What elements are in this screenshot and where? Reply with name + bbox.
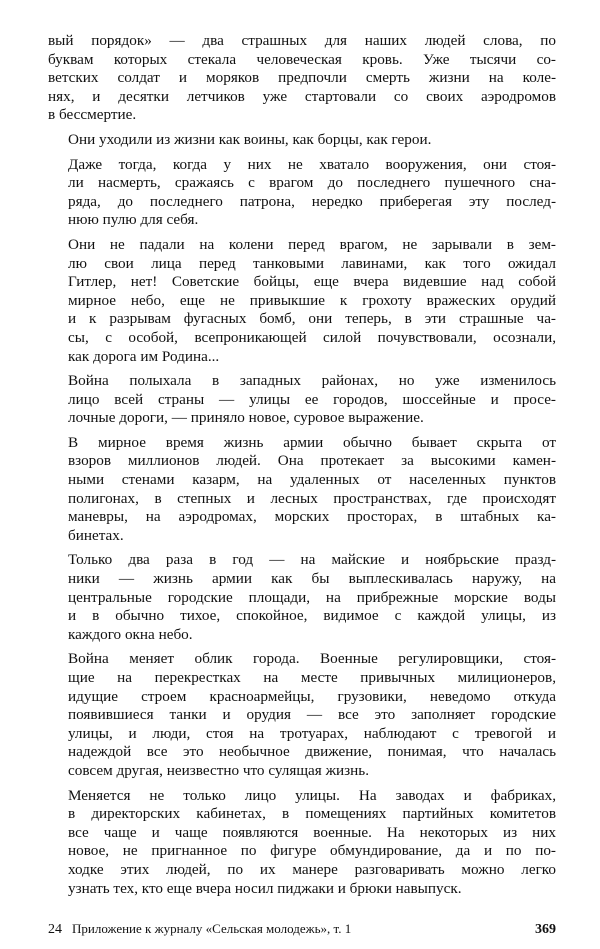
text-line: Они не падали на колени перед врагом, не зарывали в зем-: [68, 235, 556, 253]
paragraph: [48, 131, 556, 150]
text-line: маневры, на аэродромах, морских просторах, в штабных ка-: [68, 508, 556, 526]
text-line: ники — жизнь армии как бы выплескивалась наружу, на: [68, 570, 556, 588]
text-line: ветских солдат и моряков предпочли смерть жизни на коле-: [48, 69, 556, 87]
text-line: надеждой все это необычное движение, понимая, что началась: [68, 743, 556, 761]
text-line: сы, с особой, всепроникающей силой почувствовали, осознали,: [68, 328, 556, 346]
text-line: совсем другая, неизвестно что сулящая жизнь.: [68, 761, 370, 779]
text-line: улицы, и люди, стоя на тротуарах, наблюдают с тревогой и: [68, 724, 556, 742]
text-line: лю свои лица перед танковыми лавинами, как того ожидал: [68, 254, 556, 272]
printer-signature: 24: [48, 922, 62, 937]
text-line: Только два раза в год — на майские и ноябрьские празд-: [68, 551, 556, 569]
page-body: [48, 32, 556, 904]
text-line: узнать тех, кто еще вчера носил пиджаки и брюки навыпуск.: [68, 879, 462, 897]
text-line: все чаще и чаще появляются военные. На некоторых из них: [68, 823, 556, 841]
text-line: щие на перекрестках на месте привычных милиционеров,: [68, 669, 556, 686]
text-line: каждого окна небо.: [68, 625, 193, 643]
text-line: и к разрывам фугасных бомб, они теперь, в эти страшные ча-: [68, 310, 556, 328]
text-line: мирное небо, еще не привыкшие к грохоту вражеских орудий: [68, 291, 556, 309]
text-line: как дорога им Родина...: [68, 347, 220, 365]
text-line: Даже тогда, когда у них не хватало вооружения, они стоя-: [68, 155, 556, 173]
text-line: бинетах.: [68, 526, 124, 544]
journal-credit: Приложение к журналу «Сельская молодежь», т. 1: [72, 921, 352, 936]
paragraph: [48, 372, 556, 428]
paragraph: [48, 236, 556, 366]
text-line: ряда, до последнего патрона, нередко приберегая эту послед-: [68, 192, 556, 210]
text-line: лочные дороги, — приняло новое, суровое выражение.: [68, 409, 424, 427]
text-line: В мирное время жизнь армии обычно бывает скрыта от: [68, 433, 556, 451]
paragraph: [48, 650, 556, 780]
text-line: ходке этих людей, по их манере разговаривать можно легко: [68, 860, 556, 878]
text-line: ными стенами казарм, на удаленных от населенных пунктов: [68, 471, 556, 489]
page-footer: [48, 921, 556, 941]
text-line: Они уходили из жизни как воины, как борцы, как герои.: [68, 130, 432, 148]
text-line: Война полыхала в западных районах, но уже изменилось: [68, 372, 556, 390]
text-line: лицо всей страны — улицы ее городов, шоссейные и просе-: [68, 390, 556, 408]
text-line: взоров миллионов людей. Она протекает за высокими камен-: [68, 452, 556, 470]
text-line: новое, не пригнанное по фигуре обмундирование, да и по по-: [68, 842, 556, 860]
page-number: 369: [535, 922, 556, 937]
text-line: в бессмертие.: [48, 106, 137, 124]
text-line: полигонах, в степных и лесных пространствах, где происходят: [68, 489, 556, 507]
text-line: буквам которых стекала человеческая кровь. Уже тысячи со-: [48, 50, 556, 68]
paragraph: [48, 434, 556, 546]
text-line: в директорских кабинетах, в помещениях партийных комитетов: [68, 805, 556, 823]
text-line: появившиеся танки и орудия — все это заполняет городские: [68, 706, 556, 724]
text-line: и в обычно тихое, спокойное, видимое с каждой улицы, из: [68, 607, 556, 625]
text-line: Гитлер, нет! Советские бойцы, еще вчера видевшие над собой: [68, 273, 556, 291]
text-line: нях, и десятки летчиков уже стартовали со своих аэродромов: [48, 87, 556, 105]
text-line: вый порядок» — два страшных для наших людей слова, по: [48, 32, 556, 49]
footer-left: [48, 921, 351, 938]
paragraph: [48, 156, 556, 230]
paragraph: [48, 551, 556, 644]
text-line: Меняется не только лицо улицы. На заводах и фабриках,: [68, 786, 556, 804]
text-line: центральные городские площади, на прибрежные морские воды: [68, 588, 556, 606]
paragraph: [48, 32, 556, 125]
text-line: Война меняет облик города. Военные регулировщики, стоя-: [68, 650, 556, 668]
text-line: нюю пулю для себя.: [68, 211, 199, 229]
text-line: идущие строем красноармейцы, грузовики, неведомо откуда: [68, 687, 556, 705]
paragraph: [48, 787, 556, 899]
text-line: ли насмерть, сражаясь с врагом до последнего пушечного сна-: [68, 174, 556, 192]
